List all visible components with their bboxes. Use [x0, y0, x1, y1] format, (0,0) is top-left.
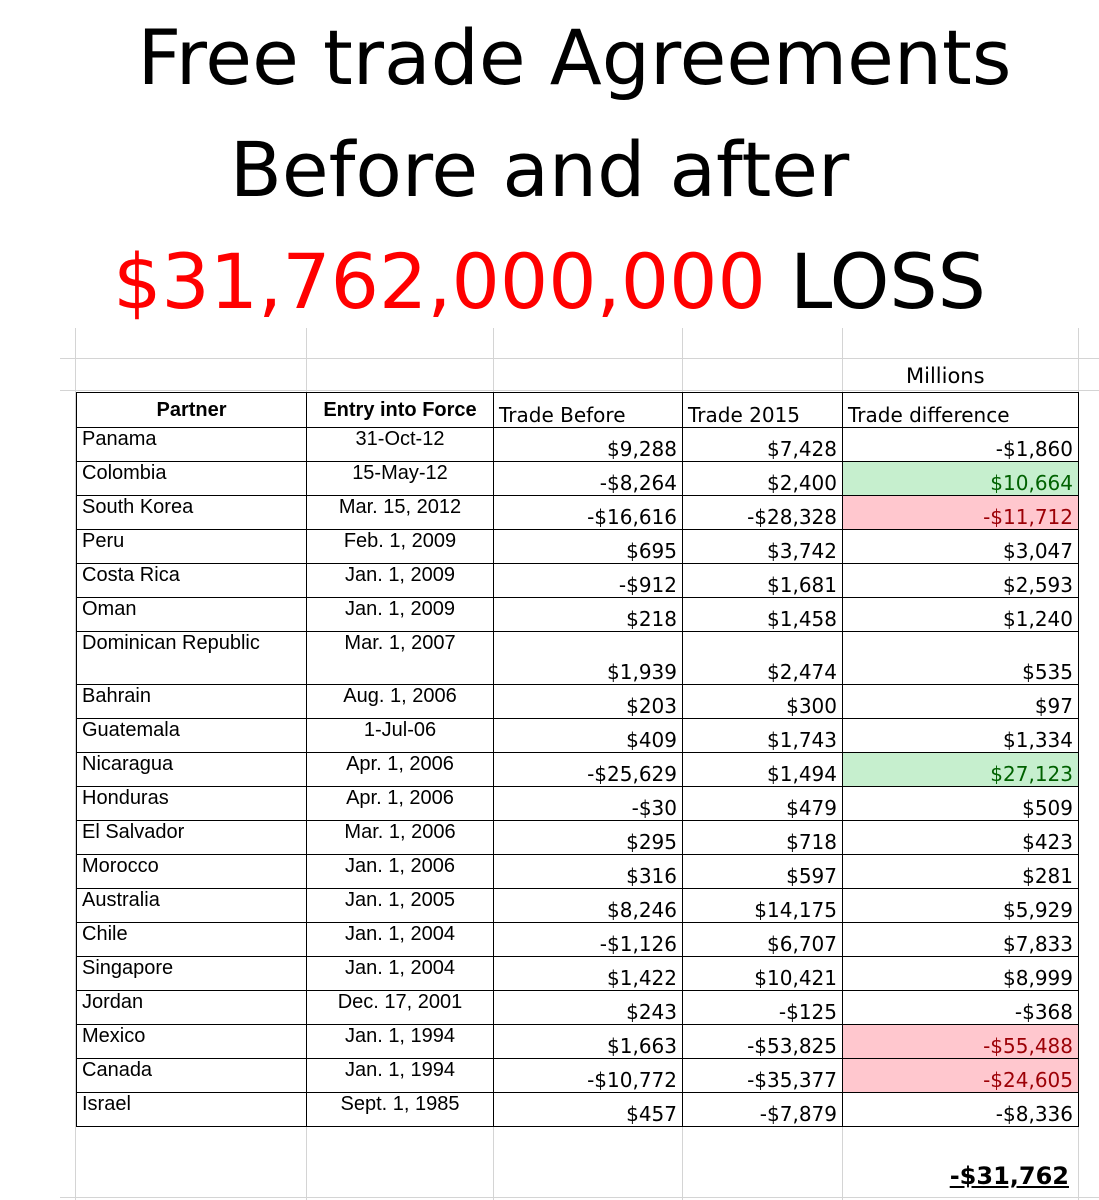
cell-entry: Jan. 1, 2004 [307, 923, 494, 957]
table-body [77, 428, 1079, 1127]
table-row [77, 991, 1079, 1025]
cell-partner: South Korea [77, 496, 307, 530]
gridline [60, 1197, 1099, 1198]
table-row [77, 685, 1079, 719]
cell-entry: Jan. 1, 2005 [307, 889, 494, 923]
cell-partner: Australia [77, 889, 307, 923]
cell-trade-before: -$912 [494, 564, 683, 598]
cell-trade-2015: $1,494 [683, 753, 843, 787]
cell-entry: 31-Oct-12 [307, 428, 494, 462]
cell-trade-before: $695 [494, 530, 683, 564]
cell-trade-before: $1,422 [494, 957, 683, 991]
title-line-3 [0, 237, 1099, 326]
loss-word: LOSS [789, 237, 986, 326]
cell-trade-difference: $7,833 [843, 923, 1079, 957]
cell-partner: Honduras [77, 787, 307, 821]
cell-entry: Jan. 1, 2009 [307, 564, 494, 598]
cell-entry: 15-May-12 [307, 462, 494, 496]
cell-entry: Jan. 1, 2004 [307, 957, 494, 991]
cell-trade-difference: -$24,605 [843, 1059, 1079, 1093]
cell-trade-difference: $2,593 [843, 564, 1079, 598]
cell-trade-before: -$25,629 [494, 753, 683, 787]
cell-partner: Guatemala [77, 719, 307, 753]
table-row [77, 889, 1079, 923]
cell-trade-before: $218 [494, 598, 683, 632]
cell-trade-before: -$16,616 [494, 496, 683, 530]
cell-trade-2015: -$125 [683, 991, 843, 1025]
cell-partner: Morocco [77, 855, 307, 889]
cell-partner: Singapore [77, 957, 307, 991]
cell-trade-difference: $281 [843, 855, 1079, 889]
table-row [77, 787, 1079, 821]
cell-partner: Panama [77, 428, 307, 462]
cell-trade-difference: $1,240 [843, 598, 1079, 632]
cell-partner: Nicaragua [77, 753, 307, 787]
cell-trade-difference: $535 [843, 632, 1079, 685]
table-row [77, 530, 1079, 564]
cell-entry: Mar. 15, 2012 [307, 496, 494, 530]
cell-trade-2015: $1,743 [683, 719, 843, 753]
cell-trade-2015: $14,175 [683, 889, 843, 923]
cell-entry: Apr. 1, 2006 [307, 787, 494, 821]
cell-trade-2015: $597 [683, 855, 843, 889]
cell-partner: Peru [77, 530, 307, 564]
cell-partner: Jordan [77, 991, 307, 1025]
cell-entry: 1-Jul-06 [307, 719, 494, 753]
table-header-row [77, 393, 1079, 428]
cell-trade-before: $1,663 [494, 1025, 683, 1059]
cell-trade-before: $8,246 [494, 889, 683, 923]
cell-trade-2015: -$53,825 [683, 1025, 843, 1059]
table-row [77, 632, 1079, 685]
cell-trade-2015: $2,400 [683, 462, 843, 496]
cell-trade-2015: $10,421 [683, 957, 843, 991]
trade-table [76, 392, 1079, 1127]
cell-entry: Jan. 1, 1994 [307, 1059, 494, 1093]
cell-trade-difference: $509 [843, 787, 1079, 821]
cell-trade-2015: -$35,377 [683, 1059, 843, 1093]
table-row [77, 753, 1079, 787]
table-row [77, 496, 1079, 530]
title-line-1: Free trade Agreements [137, 13, 1012, 102]
cell-trade-difference: $10,664 [843, 462, 1079, 496]
header-partner: Partner [77, 393, 307, 428]
header-diff: Trade difference [843, 393, 1079, 428]
header-entry: Entry into Force [307, 393, 494, 428]
cell-trade-before: -$10,772 [494, 1059, 683, 1093]
cell-trade-difference: $423 [843, 821, 1079, 855]
table-row [77, 821, 1079, 855]
loss-amount: $31,762,000,000 [113, 237, 766, 326]
cell-entry: Feb. 1, 2009 [307, 530, 494, 564]
table-row [77, 1059, 1079, 1093]
cell-trade-difference: $5,929 [843, 889, 1079, 923]
cell-partner: El Salvador [77, 821, 307, 855]
table-row [77, 1093, 1079, 1127]
cell-entry: Dec. 17, 2001 [307, 991, 494, 1025]
cell-entry: Jan. 1, 1994 [307, 1025, 494, 1059]
cell-trade-before: -$30 [494, 787, 683, 821]
units-label: Millions [906, 364, 985, 388]
cell-trade-difference: -$11,712 [843, 496, 1079, 530]
table-row [77, 428, 1079, 462]
cell-trade-before: -$8,264 [494, 462, 683, 496]
cell-partner: Colombia [77, 462, 307, 496]
cell-trade-2015: $3,742 [683, 530, 843, 564]
cell-trade-difference: -$55,488 [843, 1025, 1079, 1059]
cell-trade-before: $243 [494, 991, 683, 1025]
table-row [77, 719, 1079, 753]
spreadsheet [60, 328, 1099, 1200]
cell-partner: Oman [77, 598, 307, 632]
cell-partner: Bahrain [77, 685, 307, 719]
table-row [77, 564, 1079, 598]
table-row [77, 598, 1079, 632]
cell-trade-difference: $1,334 [843, 719, 1079, 753]
table-row [77, 855, 1079, 889]
cell-partner: Canada [77, 1059, 307, 1093]
cell-trade-2015: -$28,328 [683, 496, 843, 530]
cell-trade-2015: $7,428 [683, 428, 843, 462]
cell-trade-difference: -$1,860 [843, 428, 1079, 462]
cell-entry: Aug. 1, 2006 [307, 685, 494, 719]
cell-trade-2015: $300 [683, 685, 843, 719]
cell-trade-before: $457 [494, 1093, 683, 1127]
cell-trade-before: $1,939 [494, 632, 683, 685]
cell-trade-before: $316 [494, 855, 683, 889]
header-before: Trade Before [494, 393, 683, 428]
cell-partner: Israel [77, 1093, 307, 1127]
cell-entry: Mar. 1, 2007 [307, 632, 494, 685]
cell-trade-difference: $97 [843, 685, 1079, 719]
cell-trade-2015: $2,474 [683, 632, 843, 685]
cell-trade-difference: $27,123 [843, 753, 1079, 787]
cell-trade-difference: -$8,336 [843, 1093, 1079, 1127]
cell-trade-2015: $6,707 [683, 923, 843, 957]
table-row [77, 923, 1079, 957]
cell-trade-2015: $718 [683, 821, 843, 855]
cell-trade-difference: $3,047 [843, 530, 1079, 564]
cell-trade-before: -$1,126 [494, 923, 683, 957]
cell-trade-before: $203 [494, 685, 683, 719]
cell-trade-before: $295 [494, 821, 683, 855]
cell-trade-2015: $1,681 [683, 564, 843, 598]
cell-partner: Costa Rica [77, 564, 307, 598]
cell-trade-2015: $479 [683, 787, 843, 821]
cell-entry: Sept. 1, 1985 [307, 1093, 494, 1127]
cell-partner: Mexico [77, 1025, 307, 1059]
table-row [77, 1025, 1079, 1059]
cell-entry: Apr. 1, 2006 [307, 753, 494, 787]
cell-entry: Mar. 1, 2006 [307, 821, 494, 855]
cell-partner: Chile [77, 923, 307, 957]
cell-trade-before: $9,288 [494, 428, 683, 462]
cell-trade-before: $409 [494, 719, 683, 753]
gridline [60, 390, 1099, 391]
cell-partner: Dominican Republic [77, 632, 307, 685]
cell-trade-2015: -$7,879 [683, 1093, 843, 1127]
table-row [77, 462, 1079, 496]
total-value: -$31,762 [949, 1162, 1069, 1190]
cell-entry: Jan. 1, 2006 [307, 855, 494, 889]
table-row [77, 957, 1079, 991]
gridline [60, 358, 1099, 359]
title-line-2: Before and after [229, 125, 850, 214]
cell-trade-difference: -$368 [843, 991, 1079, 1025]
cell-trade-2015: $1,458 [683, 598, 843, 632]
cell-entry: Jan. 1, 2009 [307, 598, 494, 632]
header-after: Trade 2015 [683, 393, 843, 428]
cell-trade-difference: $8,999 [843, 957, 1079, 991]
